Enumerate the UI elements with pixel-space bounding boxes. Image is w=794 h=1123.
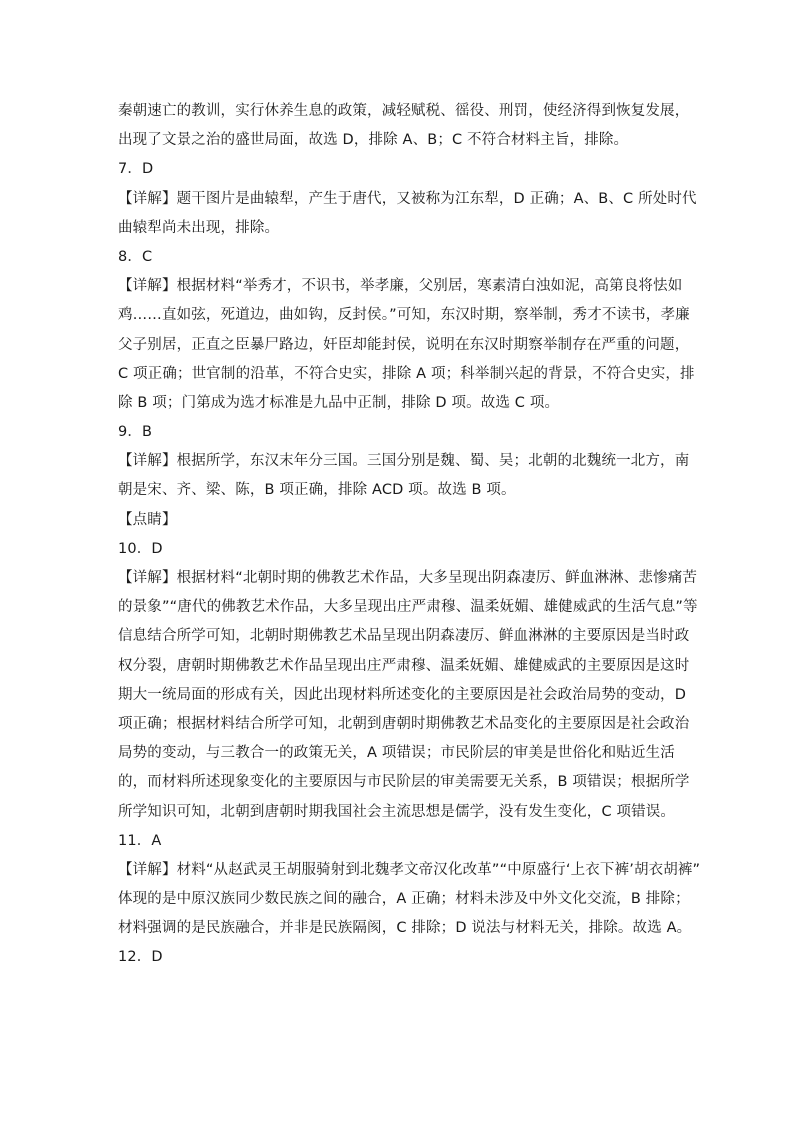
document-body (118, 97, 701, 973)
text-line: 【详解】根据所学，东汉末年分三国。三国分别是魏、蜀、吴；北朝的北魏统一北方，南 (118, 453, 690, 470)
text-line: 【详解】题干图片是曲辕犁，产生于唐代，又被称为江东犁，D 正确；A、B、C 所处时代 (118, 190, 697, 207)
text-line: 的景象”“唐代的佛教艺术作品，大多呈现出庄严肃穆、温柔妩媚、雄健威武的生活气息”等 (118, 599, 698, 616)
text-line: 的，而材料所述现象变化的主要原因与市民阶层的审美需要无关系，B 项错误；根据所学 (118, 774, 690, 791)
text-line: 朝是宋、齐、梁、陈，B 项正确，排除 ACD 项。故选 B 项。 (118, 482, 516, 499)
text-line: 鸡……直如弦，死道边，曲如钩，反封侯。”可知，东汉时期，察举制，秀才不读书，孝廉 (118, 307, 690, 324)
text-line: 秦朝速亡的教训，实行休养生息的政策，减轻赋税、徭役、刑罚，使经济得到恢复发展， (118, 103, 690, 119)
text-line: 权分裂，唐朝时期佛教艺术作品呈现出庄严肃穆、温柔妩媚、雄健威武的主要原因是这时 (118, 657, 690, 674)
answer-label: 8．C (118, 248, 153, 265)
text-line: 期大一统局面的形成有关，因此出现材料所述变化的主要原因是社会政治局势的变动，D (118, 686, 687, 703)
text-line: 【详解】材料“从赵武灵王胡服骑射到北魏孝文帝汉化改革”“中原盛行‘上衣下裤’胡衣胡裤” (118, 861, 701, 878)
text-line: 【详解】根据材料“举秀才，不识书，举孝廉，父别居，寒素清白浊如泥，高第良将怯如 (118, 278, 683, 295)
section-heading: 【点睛】 (118, 511, 177, 528)
text-line: 除 B 项；门第成为选才标准是九品中正制，排除 D 项。故选 C 项。 (118, 394, 560, 411)
answer-label: 7．D (118, 161, 154, 178)
answer-label: 10．D (118, 540, 163, 557)
text-line: 曲辕犁尚未出现，排除。 (118, 219, 280, 236)
text-line: 局势的变动，与三教合一的政策无关，A 项错误；市民阶层的审美是世俗化和贴近生活 (118, 745, 675, 762)
text-line: 所学知识可知，北朝到唐朝时期我国社会主流思想是儒学，没有发生变化，C 项错误。 (118, 803, 676, 820)
text-line: 【详解】根据材料“北朝时期的佛教艺术作品，大多呈现出阴森凄厉、鲜血淋淋、悲惨痛苦 (118, 570, 698, 586)
text-line: 出现了文景之治的盛世局面，故选 D，排除 A、B；C 不符合材料主旨，排除。 (118, 132, 629, 149)
text-line: 材料强调的是民族融合，并非是民族隔阂，C 排除；D 说法与材料无关，排除。故选 A。 (118, 920, 692, 937)
answer-label: 12．D (118, 949, 163, 966)
text-line: 信息结合所学可知，北朝时期佛教艺术品呈现出阴森凄厉、鲜血淋淋的主要原因是当时政 (118, 628, 690, 645)
answer-label: 9．B (118, 424, 153, 441)
text-line: 父子别居，正直之臣暴尸路边，奸臣却能封侯，说明在东汉时期察举制存在严重的问题， (118, 336, 690, 353)
text-line: 项正确；根据材料结合所学可知，北朝到唐朝时期佛教艺术品变化的主要原因是社会政治 (118, 715, 690, 732)
text-line: 体现的是中原汉族同少数民族之间的融合，A 正确；材料未涉及中外文化交流，B 排除； (118, 891, 690, 908)
text-line: C 项正确；世官制的沿革，不符合史实，排除 A 项；科举制兴起的背景，不符合史实，排 (118, 365, 695, 382)
answer-label: 11．A (118, 832, 162, 849)
